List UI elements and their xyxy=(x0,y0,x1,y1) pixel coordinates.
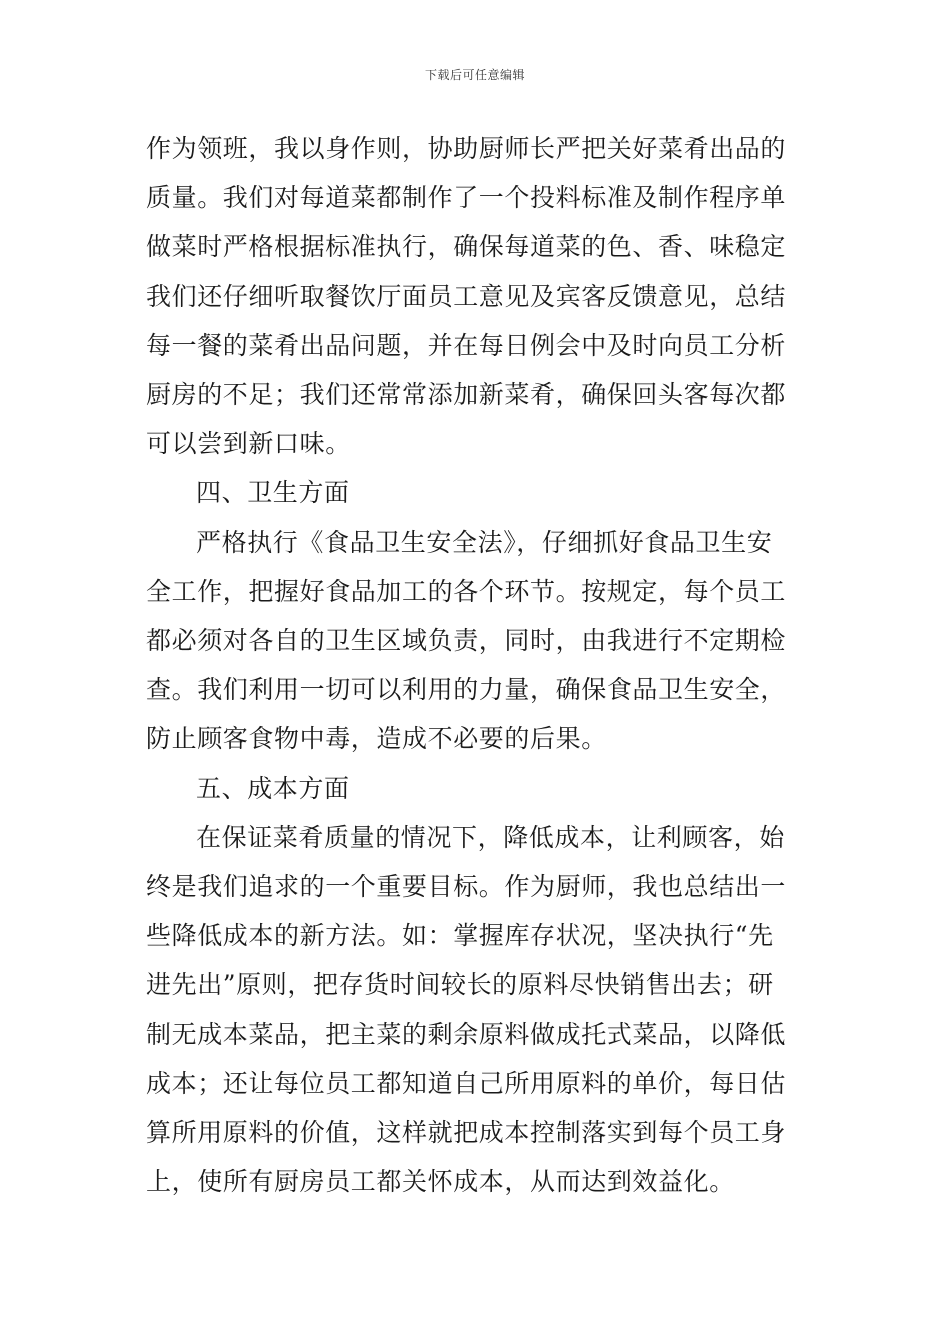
body-text xyxy=(146,124,806,1206)
text-line: 可以尝到新口味。 xyxy=(146,429,351,459)
text-line: 作为领班，我以身作则，协助厨师长严把关好菜肴出品的 xyxy=(146,134,787,163)
section-heading-hygiene: 四、卫生方面 xyxy=(196,478,350,508)
text-line: 厨房的不足；我们还常常添加新菜肴，确保回头客每次都 xyxy=(146,380,787,410)
text-line: 做菜时严格根据标准执行，确保每道菜的色、香、味稳定 xyxy=(146,232,787,262)
text-line: 些降低成本的新方法。如：掌握库存状况，坚决执行“先 xyxy=(146,921,774,951)
text-line: 防止顾客食物中毒，造成不必要的后果。 xyxy=(146,724,607,754)
text-line: 每一餐的菜肴出品问题，并在每日例会中及时向员工分析 xyxy=(146,330,787,360)
text-line: 严格执行《食品卫生安全法》，仔细抓好食品卫生安 xyxy=(196,527,773,557)
text-line: 都必须对各自的卫生区域负责，同时，由我进行不定期检 xyxy=(146,626,787,656)
text-line: 制无成本菜品，把主菜的剩余原料做成托式菜品，以降低 xyxy=(146,1019,787,1049)
text-line: 终是我们追求的一个重要目标。作为厨师，我也总结出一 xyxy=(146,872,787,902)
text-line: 在保证菜肴质量的情况下，降低成本，让利顾客，始 xyxy=(196,822,785,852)
text-line: 查。我们利用一切可以利用的力量，确保食品卫生安全， xyxy=(146,675,787,705)
text-line: 上，使所有厨房员工都关怀成本，从而达到效益化。 xyxy=(146,1167,735,1197)
text-line: 算所用原料的价值，这样就把成本控制落实到每个员工身 xyxy=(146,1118,787,1148)
text-line: 进先出”原则，把存货时间较长的原料尽快销售出去；研 xyxy=(146,970,774,1000)
text-line: 成本；还让每位员工都知道自己所用原料的单价，每日估 xyxy=(146,1068,787,1098)
download-note: 下载后可任意编辑 xyxy=(424,68,525,82)
text-line: 质量。我们对每道菜都制作了一个投料标准及制作程序单 xyxy=(146,183,787,213)
text-line: 全工作，把握好食品加工的各个环节。按规定，每个员工 xyxy=(146,576,787,606)
text-line: 我们还仔细听取餐饮厅面员工意见及宾客反馈意见，总结 xyxy=(146,281,787,311)
section-heading-cost: 五、成本方面 xyxy=(196,773,350,803)
